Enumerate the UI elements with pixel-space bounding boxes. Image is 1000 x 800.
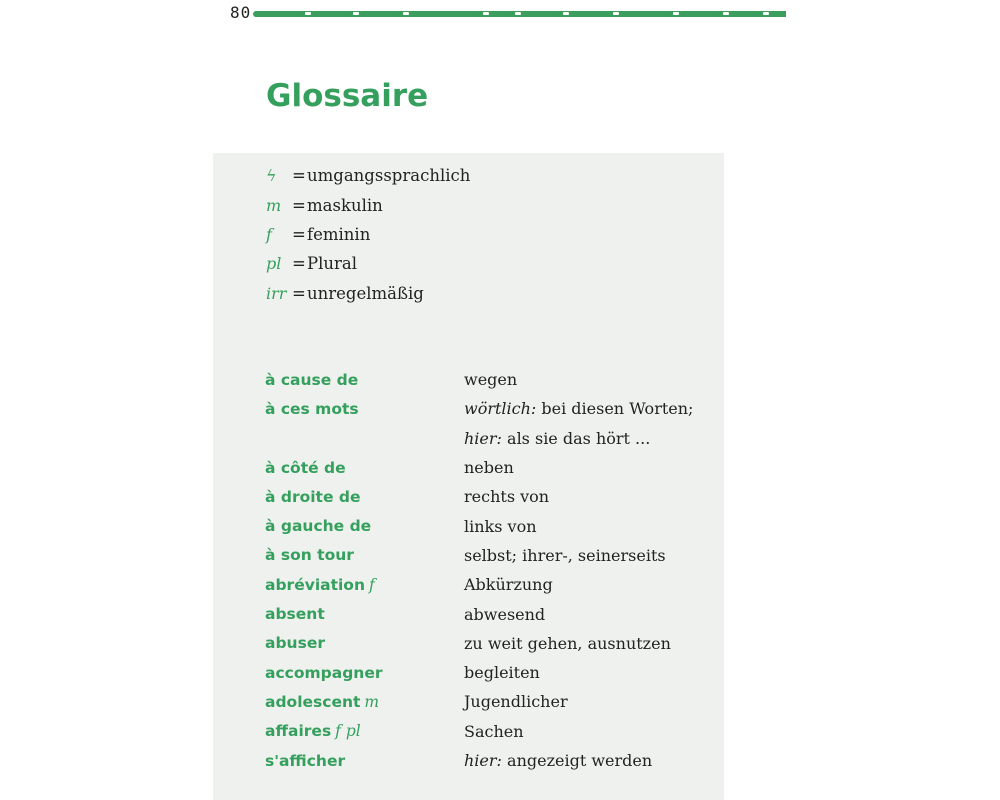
legend-meaning: maskulin <box>307 195 383 215</box>
german-translation: hier: angezeigt werden <box>464 751 653 770</box>
french-term: à gauche de <box>265 517 372 536</box>
glossary-list <box>265 365 705 775</box>
legend-abbreviation: ϟ <box>266 166 277 186</box>
header-bar <box>253 11 786 17</box>
equals-sign: = <box>292 224 306 244</box>
glossary-entry <box>265 717 705 746</box>
german-translation: Sachen <box>464 721 524 741</box>
french-term: abuser <box>265 634 325 653</box>
french-term: à son tour <box>265 546 354 565</box>
equals-sign: = <box>292 254 306 274</box>
page-number: 80 <box>230 3 252 22</box>
german-translation: rechts von <box>464 487 550 507</box>
legend-item <box>266 279 470 308</box>
legend-meaning: unregelmäßig <box>307 283 424 303</box>
german-translation: wörtlich: bei diesen Worten; <box>464 399 694 419</box>
french-term <box>265 429 464 447</box>
german-translation: hier: als sie das hört ... <box>464 428 651 448</box>
grammar-tag: f <box>369 575 375 594</box>
french-term: accompagner <box>265 663 383 682</box>
glossary-entry <box>265 453 705 482</box>
legend-abbreviation: irr <box>266 283 287 303</box>
glossary-entry <box>265 394 705 423</box>
french-term: adolescent m <box>265 692 380 711</box>
legend-meaning: feminin <box>307 224 371 244</box>
equals-sign: = <box>292 283 306 303</box>
glossary-entry <box>265 541 705 570</box>
glossary-entry <box>265 658 705 687</box>
glossary-entry <box>265 629 705 658</box>
french-term: à cause de <box>265 370 359 389</box>
german-translation: Abkürzung <box>464 575 553 595</box>
french-term: à ces mots <box>265 399 359 418</box>
german-translation: selbst; ihrer-, seinerseits <box>464 545 666 565</box>
glossary-entry <box>265 424 705 453</box>
glossary-entry <box>265 570 705 599</box>
equals-sign: = <box>292 166 306 186</box>
legend-abbreviation: f <box>266 224 272 244</box>
german-translation: links von <box>464 516 537 536</box>
legend-item <box>266 249 470 278</box>
french-term: abréviation f <box>265 575 375 594</box>
french-term: à droite de <box>265 487 361 506</box>
french-term: absent <box>265 605 325 624</box>
page-title: Glossaire <box>266 78 429 114</box>
legend-item <box>266 161 470 190</box>
french-term: à côté de <box>265 458 346 477</box>
legend-abbreviation: pl <box>266 254 282 274</box>
grammar-tag: f pl <box>335 722 361 741</box>
glossary-entry <box>265 746 705 775</box>
glossary-entry <box>265 599 705 628</box>
german-translation: zu weit gehen, ausnutzen <box>464 633 671 653</box>
glossary-entry <box>265 511 705 540</box>
german-translation: neben <box>464 458 514 478</box>
german-translation: abwesend <box>464 604 546 624</box>
glossary-entry <box>265 687 705 716</box>
german-translation: begleiten <box>464 663 540 683</box>
legend-item <box>266 220 470 249</box>
legend-item <box>266 190 470 219</box>
equals-sign: = <box>292 195 306 215</box>
grammar-tag: m <box>364 692 380 711</box>
legend-meaning: Plural <box>307 254 358 274</box>
french-term: affaires f pl <box>265 722 361 741</box>
german-translation: Jugendlicher <box>464 692 568 712</box>
glossary-entry <box>265 482 705 511</box>
glossary-entry <box>265 365 705 394</box>
legend-meaning: umgangssprachlich <box>307 166 471 186</box>
german-translation: wegen <box>464 370 518 390</box>
legend-abbreviation: m <box>266 195 282 215</box>
abbreviation-legend <box>266 161 470 308</box>
french-term: s'afficher <box>265 751 346 770</box>
